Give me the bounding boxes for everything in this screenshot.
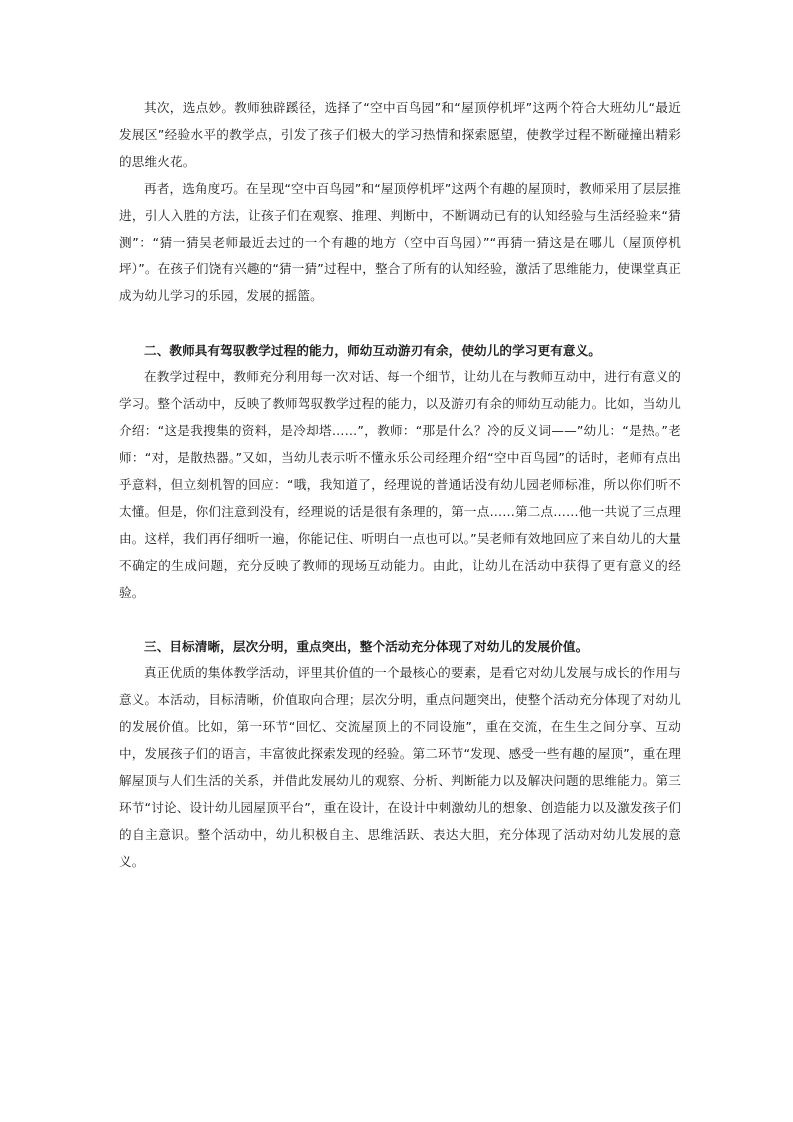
spacer bbox=[119, 606, 681, 633]
spacer bbox=[119, 310, 681, 337]
paragraph-point-selection: 其次，选点妙。教师独辟蹊径，选择了“空中百鸟园”和“屋顶停机坪”这两个符合大班幼儿“最近发展区”经验水平的教学点，引发了孩子们极大的学习热情和探索愿望，使教学过程不断碰撞出精彩的思维火花。 bbox=[119, 100, 681, 169]
paragraph-angle-selection: 再者，选角度巧。在呈现“空中百鸟园”和“屋顶停机坪”这两个有趣的屋顶时，教师采用了层层推进，引人入胜的方法，让孩子们在观察、推理、判断中，不断调动已有的认知经验与生活经验来“猜测”：“猜一猜吴老师最近去过的一个有趣的地方（空中百鸟园）”“再猜一猜这是在哪儿（屋顶停机坪）”。在孩子们饶有兴趣的“猜一猜”过程中，整合了所有的认知经验，激活了思维能力，使课堂真正成为幼儿学习的乐园，发展的摇篮。 bbox=[119, 180, 681, 304]
paragraph-section-2: 在教学过程中，教师充分利用每一次对话、每一个细节，让幼儿在与教师互动中，进行有意义的学习。整个活动中，反映了教师驾驭教学过程的能力，以及游刃有余的师幼互动能力。比如，当幼儿介绍：“这是我搜集的资料，是冷却塔……”，教师：“那是什么？冷的反义词——”幼儿：“是热。”老师：“对，是散热器。”又如，当幼儿表示听不懂永乐公司经理介绍“空中百鸟园”的话时，老师有点出乎意料，但立刻机智的回应：“哦，我知道了，经理说的普通话没有幼儿园老师标准，所以你们听不太懂。但是，你们注意到没有，经理说的话是很有条理的，第一点……第二点……他一共说了三点理由。这样，我们再仔细听一遍，你能记住、听明白一点也可以。”吴老师有效地回应了来自幼儿的大量不确定的生成问题，充分反映了教师的现场互动能力。由此，让幼儿在活动中获得了更有意义的经验。 bbox=[119, 369, 681, 600]
paragraph-section-3: 真正优质的集体教学活动，评里其价值的一个最核心的要素，是看它对幼儿发展与成长的作用与意义。本活动，目标清晰，价值取向合理；层次分明，重点问题突出，使整个活动充分体现了对幼儿的发展价值。比如，第一环节“回忆、交流屋顶上的不同设施”，重在交流，在生生之间分享、互动中，发展孩子们的语言，丰富彼此探索发现的经验。第二环节“发现、感受一些有趣的屋顶”，重在理解屋顶与人们生活的关系，并借此发展幼儿的观察、分析、判断能力以及解决问题的思维能力。第三环节“讨论、设计幼儿园屋顶平台”，重在设计，在设计中刺激幼儿的想象、创造能力以及激发孩子们的自主意识。整个活动中，幼儿积极自主、思维活跃、表达大胆，充分体现了活动对幼儿发展的意义。 bbox=[119, 665, 681, 869]
section-heading-3: 三、目标清晰，层次分明，重点突出，整个活动充分体现了对幼儿的发展价值。 bbox=[144, 639, 589, 655]
section-heading-2: 二、教师具有驾驭教学过程的能力，师幼互动游刃有余，使幼儿的学习更有意义。 bbox=[144, 343, 601, 359]
document-body bbox=[119, 95, 681, 876]
